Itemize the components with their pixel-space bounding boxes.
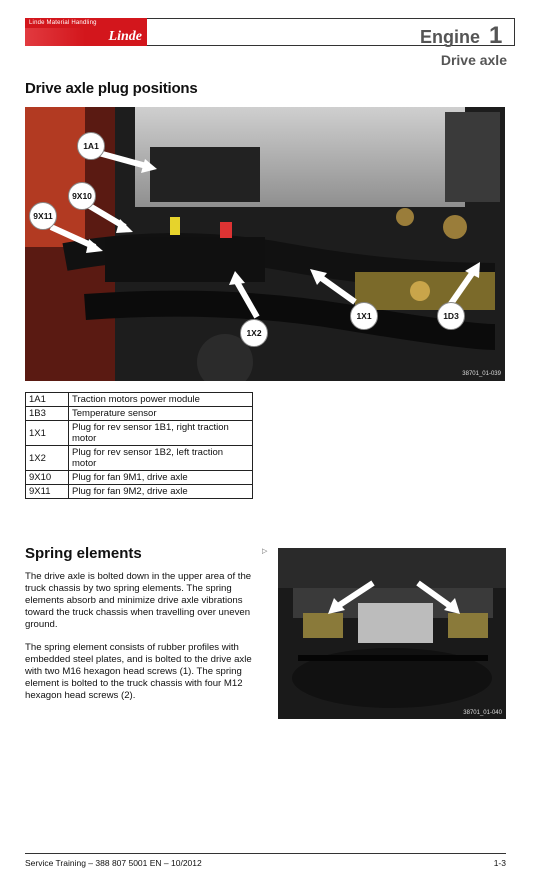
legend-code: 1X2 bbox=[26, 446, 69, 471]
legend-row bbox=[26, 421, 253, 446]
legend-row bbox=[26, 407, 253, 421]
callout-1D3: 1D3 bbox=[437, 302, 465, 330]
legend-row bbox=[26, 485, 253, 499]
callout-9X10: 9X10 bbox=[68, 182, 96, 210]
logo-brand-text: Linde bbox=[108, 29, 142, 44]
legend-desc: Temperature sensor bbox=[69, 407, 253, 421]
linde-logo bbox=[25, 18, 147, 46]
legend-desc: Plug for fan 9M2, drive axle bbox=[69, 485, 253, 499]
photo-id-2: 38701_01-040 bbox=[463, 710, 502, 716]
page-subtitle: Drive axle bbox=[440, 52, 507, 68]
footer-divider bbox=[25, 853, 506, 854]
spring-elements-photo-drawing bbox=[278, 548, 506, 719]
footer-page-number: 1-3 bbox=[493, 858, 506, 868]
spring-paragraph-2: The spring element consists of rubber profiles with embedded steel plates, and is bolted to the drive axle with two M16 hexagon head screws (1). The spring element is bolted to the truck chassis with four M12 hexagon head screws (2). bbox=[25, 642, 252, 701]
legend-desc: Traction motors power module bbox=[69, 393, 253, 407]
page-title: Engine bbox=[420, 27, 481, 47]
legend-code: 9X11 bbox=[26, 485, 69, 499]
footer-document-info: Service Training – 388 807 5001 EN – 10/2012 bbox=[25, 858, 202, 868]
callout-1A1: 1A1 bbox=[77, 132, 105, 160]
callout-1X2: 1X2 bbox=[240, 319, 268, 347]
chapter-number: 1 bbox=[489, 22, 503, 49]
logo-small-text: Linde Material Handling bbox=[29, 20, 97, 26]
legend-desc: Plug for rev sensor 1B1, right traction motor bbox=[69, 421, 253, 446]
callout-1X1: 1X1 bbox=[350, 302, 378, 330]
legend-row bbox=[26, 393, 253, 407]
logo-decoration bbox=[25, 28, 85, 46]
spring-paragraph-1: The drive axle is bolted down in the upper area of the truck chassis by two spring elements. The spring elements absorb and minimize drive axle vibrations toward the truck chassis when travelling over uneven ground. bbox=[25, 571, 252, 630]
legend-code: 9X10 bbox=[26, 471, 69, 485]
legend-code: 1B3 bbox=[26, 407, 69, 421]
legend-code: 1X1 bbox=[26, 421, 69, 446]
legend-desc: Plug for fan 9M1, drive axle bbox=[69, 471, 253, 485]
callout-9X11: 9X11 bbox=[29, 202, 57, 230]
legend-desc: Plug for rev sensor 1B2, left traction motor bbox=[69, 446, 253, 471]
section-heading-plug-positions: Drive axle plug positions bbox=[25, 80, 198, 97]
arrow-marker-icon: ▷ bbox=[262, 548, 268, 555]
spring-elements-photo bbox=[278, 548, 506, 719]
legend-row bbox=[26, 471, 253, 485]
photo-id-1: 38701_01-039 bbox=[462, 371, 501, 377]
legend-code: 1A1 bbox=[26, 393, 69, 407]
drive-axle-photo bbox=[25, 107, 505, 381]
legend-table bbox=[25, 392, 253, 499]
legend-row bbox=[26, 446, 253, 471]
section-heading-spring-elements: Spring elements bbox=[25, 545, 142, 562]
